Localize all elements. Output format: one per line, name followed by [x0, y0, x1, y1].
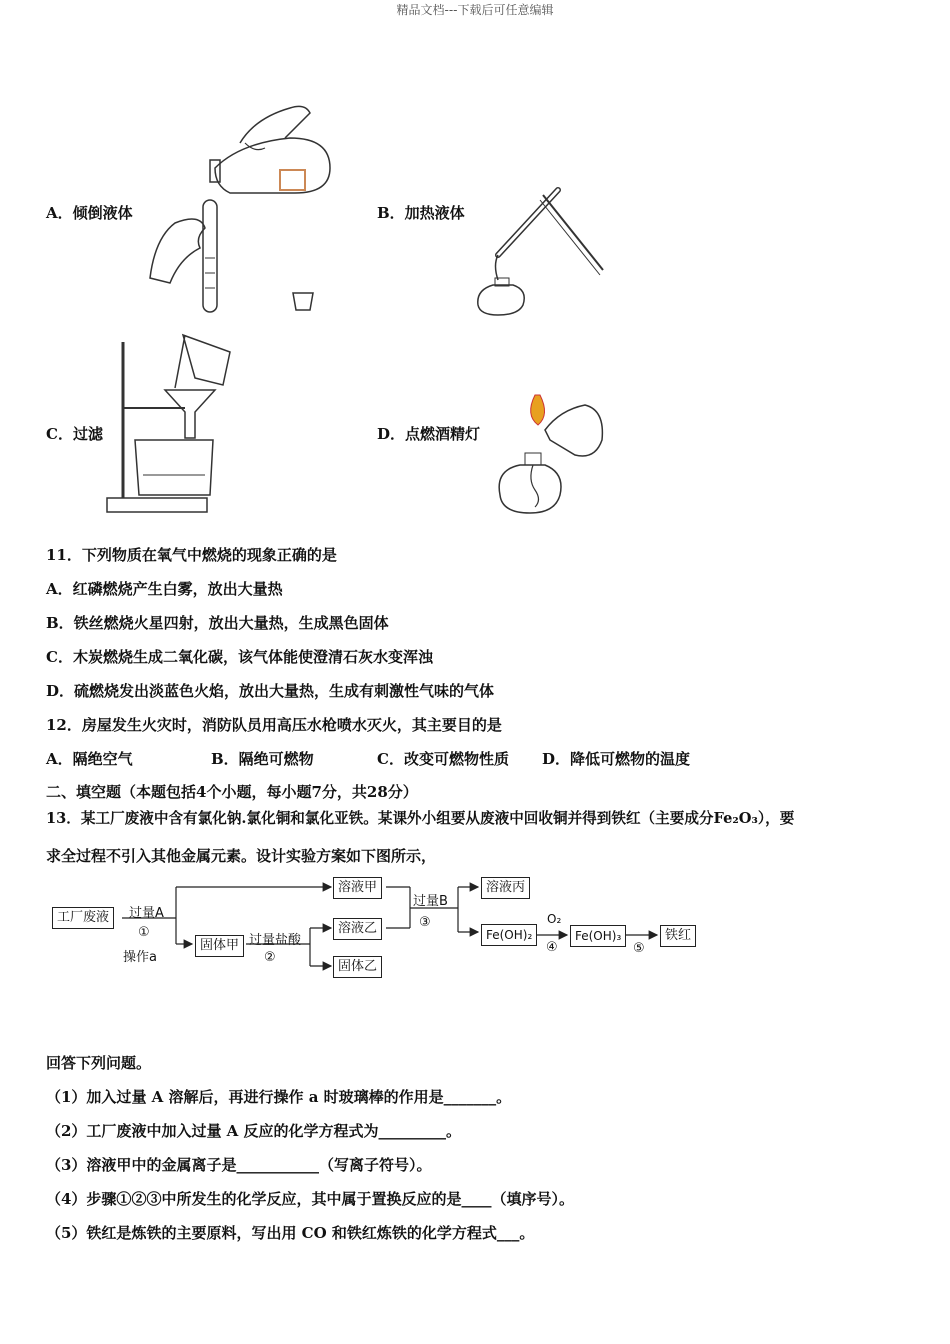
q13-sub5: （5）铁红是炼铁的主要原料，写出用 CO 和铁红炼铁的化学方程式___。: [46, 1224, 535, 1242]
q11-option-a: A．红磷燃烧产生白雾，放出大量热: [46, 580, 283, 598]
flow-label-o2: O₂: [547, 912, 562, 926]
flow-box-waste: 工厂废液: [52, 907, 114, 929]
flow-box-fe-oh-3: Fe(OH)₃: [570, 925, 626, 947]
filtration-illustration: [105, 330, 245, 518]
q13-stem-line2: 求全过程不引入其他金属元素。设计实验方案如下图所示，: [46, 847, 437, 865]
q11-option-d: D．硫燃烧发出淡蓝色火焰，放出大量热，生成有刺激性气味的气体: [46, 682, 495, 700]
flow-label-step2: ②: [264, 950, 276, 965]
q13-sub1: （1）加入过量 A 溶解后，再进行操作 a 时玻璃棒的作用是_______。: [46, 1088, 512, 1106]
option-c-label: C．过滤: [46, 425, 103, 443]
option-d-label: D．点燃酒精灯: [377, 425, 481, 443]
q11-option-b: B．铁丝燃烧火星四射，放出大量热，生成黑色固体: [46, 614, 389, 632]
flow-box-solution-jia: 溶液甲: [333, 877, 382, 899]
q12-option-b: B．隔绝可燃物: [211, 750, 314, 768]
flow-label-operation-a: 操作a: [123, 950, 157, 965]
option-b-label: B．加热液体: [377, 204, 465, 222]
q12-stem: 12．房屋发生火灾时，消防队员用高压水枪喷水灭火，其主要目的是: [46, 716, 502, 734]
flow-label-excess-b: 过量B: [413, 894, 448, 909]
answer-intro: 回答下列问题。: [46, 1054, 152, 1072]
flow-box-solid-jia: 固体甲: [195, 935, 244, 957]
q11-option-c: C．木炭燃烧生成二氧化碳，该气体能使澄清石灰水变浑浊: [46, 648, 433, 666]
flow-box-solid-yi: 固体乙: [333, 956, 382, 978]
heating-liquid-illustration: [468, 180, 608, 320]
flow-label-step3: ③: [419, 915, 431, 930]
flow-box-solution-bing: 溶液丙: [481, 877, 530, 899]
q12-option-c: C．改变可燃物性质: [377, 750, 509, 768]
q12-option-d: D．降低可燃物的温度: [542, 750, 691, 768]
section-title: 二、填空题（本题包括4个小题，每小题7分，共28分）: [46, 783, 418, 801]
q12-option-a: A．隔绝空气: [46, 750, 133, 768]
option-a-label: A．倾倒液体: [46, 204, 133, 222]
flow-label-step1: ①: [138, 925, 150, 940]
flow-label-excess-a: 过量A: [129, 906, 164, 921]
flow-label-excess-hcl: 过量盐酸: [249, 933, 302, 948]
flow-label-step5: ⑤: [633, 941, 645, 956]
q13-stem-line1: 13．某工厂废液中含有氯化钠.氯化铜和氯化亚铁。某课外小组要从废液中回收铜并得到铁红（主要成分Fe₂O₃），要: [46, 810, 795, 827]
q13-sub2: （2）工厂废液中加入过量 A 反应的化学方程式为_________。: [46, 1122, 462, 1140]
flow-box-fe-oh-2: Fe(OH)₂: [481, 924, 537, 946]
lighting-alcohol-lamp-illustration: [490, 385, 610, 520]
q13-sub4: （4）步骤①②③中所发生的化学反应，其中属于置换反应的是____（填序号）。: [46, 1190, 574, 1208]
flow-box-solution-yi: 溶液乙: [333, 918, 382, 940]
flow-label-step4: ④: [546, 940, 558, 955]
q11-stem: 11．下列物质在氧气中燃烧的现象正确的是: [46, 546, 337, 564]
pouring-liquid-illustration: [145, 98, 345, 318]
q13-sub3: （3）溶液甲中的金属离子是___________（写离子符号）。: [46, 1156, 432, 1174]
page-header: 精品文档---下载后可任意编辑: [396, 3, 554, 17]
flow-box-iron-red: 铁红: [660, 925, 696, 947]
